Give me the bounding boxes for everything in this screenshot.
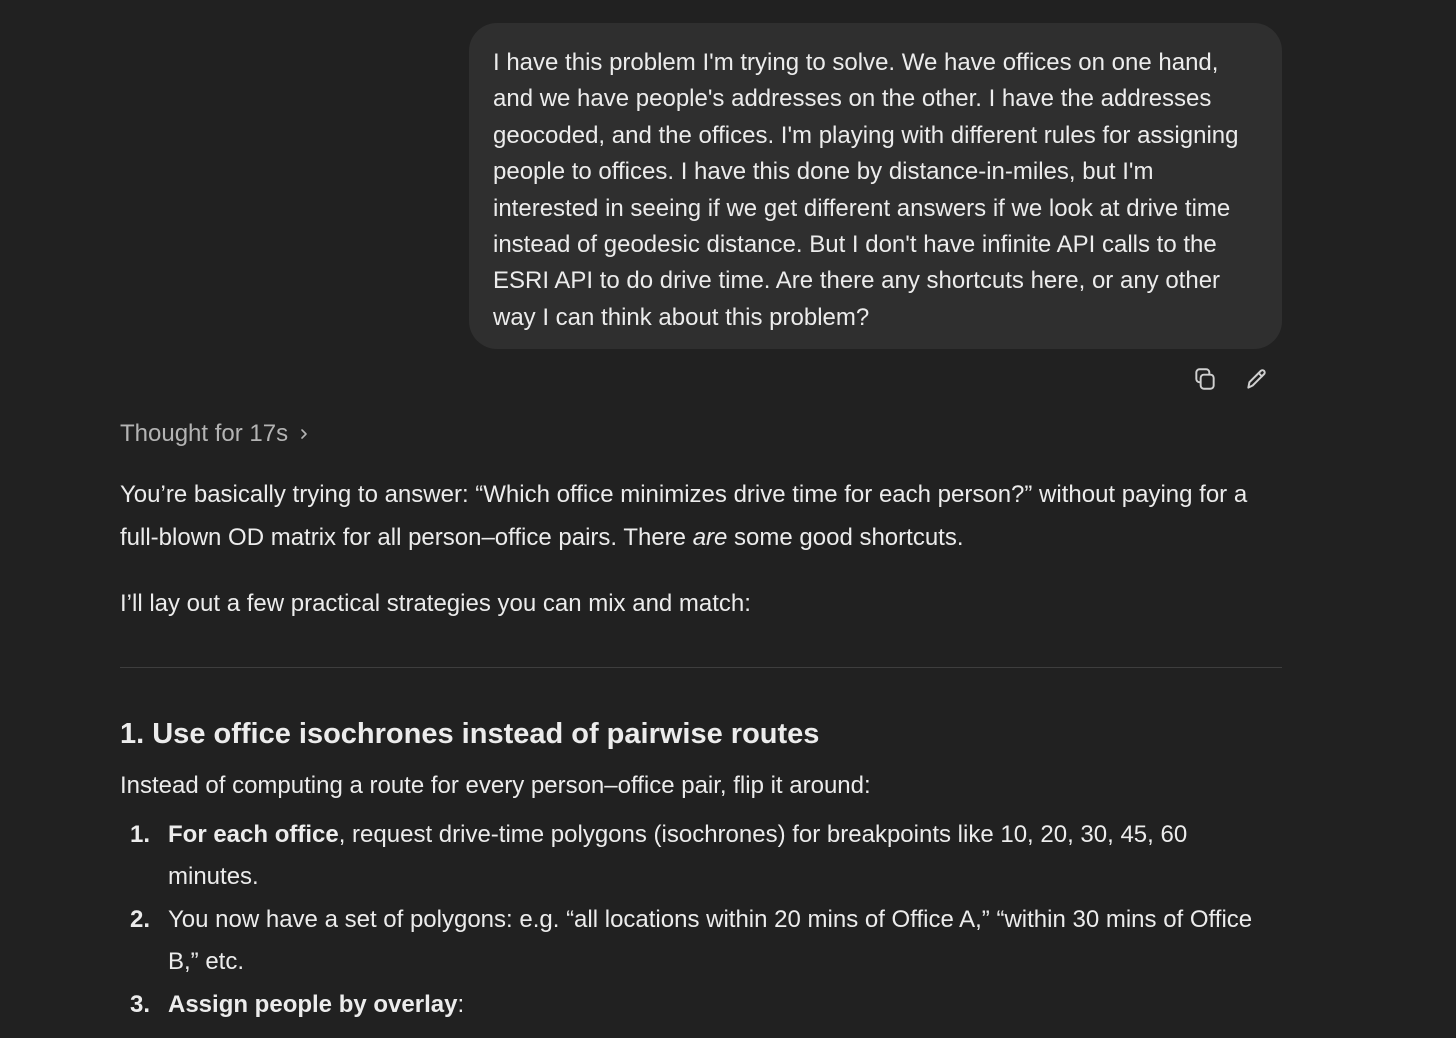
answer-paragraph-2: I’ll lay out a few practical strategies you can mix and match:	[120, 590, 751, 617]
copy-button[interactable]	[1190, 364, 1220, 394]
section-intro: Instead of computing a route for every person–office pair, flip it around:	[120, 771, 871, 799]
para1-text-a: You’re basically trying to answer: “Which office minimizes drive time for each person?” without paying for a full-blown OD matrix for all person–office pairs. There	[120, 481, 1248, 551]
thought-toggle[interactable]	[120, 416, 310, 452]
message-actions	[1190, 364, 1272, 394]
list-item	[120, 984, 1282, 1027]
user-message-bubble	[469, 23, 1282, 349]
pencil-icon	[1244, 366, 1270, 392]
list-item-text: You now have a set of polygons: e.g. “all locations within 20 mins of Office A,” “within 30 mins of Office B,” etc.	[168, 905, 1253, 975]
thought-label: Thought for 17s	[120, 420, 289, 447]
list-item	[120, 899, 1282, 984]
answer-paragraph-1	[120, 474, 1282, 559]
section-divider	[120, 667, 1282, 668]
para1-emphasis: are	[692, 523, 728, 551]
section-heading: 1. Use office isochrones instead of pairwise routes	[120, 717, 820, 750]
list-number: 3.	[130, 990, 151, 1018]
para1-text-b: some good shortcuts.	[727, 523, 964, 551]
list-item	[120, 814, 1282, 899]
list-item-bold: For each office	[168, 820, 339, 848]
list-number: 2.	[130, 905, 151, 933]
strategy-list	[120, 814, 1282, 1027]
list-item-text: :	[457, 990, 465, 1018]
list-number: 1.	[130, 820, 151, 848]
user-message-text: I have this problem I'm trying to solve. We have offices on one hand, and we have people's addresses on the other. I have the addresses geocoded, and the offices. I'm playing with different rules for assigning people to offices. I have this done by distance-in-miles, but I'm interested in seeing if we get different answers if we look at drive time instead of geodesic distance. But I don't have infinite API calls to the ESRI API to do drive time. Are there any shortcuts here, or any other way I can think about this problem?	[493, 49, 1239, 331]
assistant-message	[120, 416, 1282, 1026]
chevron-right-icon	[298, 427, 310, 441]
list-item-body	[168, 814, 1282, 899]
copy-icon	[1192, 366, 1218, 392]
list-item-body	[168, 899, 1282, 984]
edit-button[interactable]	[1242, 364, 1272, 394]
list-item-text: , request drive-time polygons (isochrones) for breakpoints like 10, 20, 30, 45, 60 minutes.	[168, 820, 1188, 890]
list-item-body	[168, 984, 1282, 1027]
list-item-bold: Assign people by overlay	[168, 990, 458, 1018]
